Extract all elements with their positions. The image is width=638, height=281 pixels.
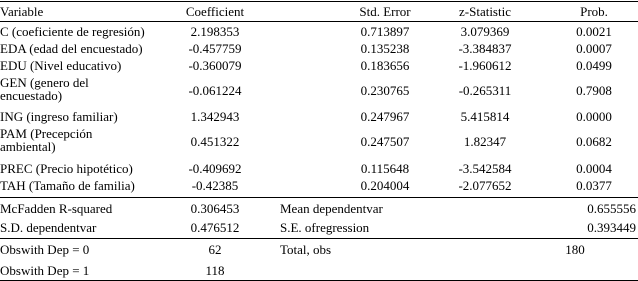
prob-value: 0.0000 xyxy=(576,109,612,124)
z-statistic-value: -2.077652 xyxy=(458,178,512,193)
prob-value: 0.0004 xyxy=(576,161,612,176)
std-error-value: 0.183656 xyxy=(360,58,410,73)
variable-name: EDU (Nivel educativo) xyxy=(0,58,122,73)
prob-value: 0.0499 xyxy=(576,58,612,73)
stats-bottom-rule xyxy=(0,238,638,239)
std-error-value: 0.115648 xyxy=(360,161,410,176)
prob-value: 0.0682 xyxy=(576,134,612,149)
obs-label: Obswith Dep = 1 xyxy=(0,263,90,278)
prob-value: 0.0377 xyxy=(576,178,612,193)
coefficients-bottom-rule xyxy=(0,197,638,198)
coefficient-value: -0.360079 xyxy=(188,58,242,73)
std-error-value: 0.204004 xyxy=(360,178,410,193)
header-z-statistic: z-Statistic xyxy=(459,4,511,19)
coefficient-value: -0.409692 xyxy=(188,161,242,176)
z-statistic-value: -0.265311 xyxy=(458,83,512,98)
stat-label: S.E. ofregression xyxy=(280,220,370,235)
prob-value: 0.7908 xyxy=(576,83,612,98)
header-bottom-rule xyxy=(0,21,638,22)
obs-value: 180 xyxy=(565,242,585,257)
z-statistic-value: 5.415814 xyxy=(460,109,510,124)
prob-value: 0.0007 xyxy=(576,41,612,56)
header-prob: Prob. xyxy=(580,4,608,19)
std-error-value: 0.247507 xyxy=(360,134,410,149)
std-error-value: 0.230765 xyxy=(360,83,410,98)
z-statistic-value: -1.960612 xyxy=(458,58,512,73)
variable-name: EDA (edad del encuestado) xyxy=(0,41,143,56)
obs-label: Total, obs xyxy=(280,242,332,257)
stat-value: 0.393449 xyxy=(587,220,636,235)
coefficient-value: 2.198353 xyxy=(190,24,240,39)
z-statistic-value: 1.82347 xyxy=(463,134,507,149)
variable-name: PAM (Precepción ambiental) xyxy=(0,126,93,154)
stat-label: S.D. dependentvar xyxy=(0,220,97,235)
z-statistic-value: -3.384837 xyxy=(458,41,512,56)
header-variable: Variable xyxy=(0,4,44,19)
variable-name: C (coeficiente de regresión) xyxy=(0,24,145,39)
std-error-value: 0.135238 xyxy=(360,41,410,56)
coefficient-value: -0.061224 xyxy=(188,83,242,98)
obs-label: Obswith Dep = 0 xyxy=(0,242,90,257)
stat-label: McFadden R-squared xyxy=(0,201,113,216)
obs-value: 62 xyxy=(208,242,222,257)
std-error-value: 0.713897 xyxy=(360,24,410,39)
variable-name: ING (ingreso familiar) xyxy=(0,109,118,124)
obs-value: 118 xyxy=(205,263,225,278)
z-statistic-value: -3.542584 xyxy=(458,161,512,176)
coefficient-value: 0.451322 xyxy=(190,134,240,149)
variable-name: TAH (Tamaño de familia) xyxy=(0,178,135,193)
coefficient-value: -0.457759 xyxy=(188,41,242,56)
std-error-value: 0.247967 xyxy=(360,109,410,124)
table-top-rule xyxy=(0,1,638,2)
header-coefficient: Coefficient xyxy=(185,4,245,19)
stat-value: 0.306453 xyxy=(190,201,240,216)
coefficient-value: -0.42385 xyxy=(191,178,239,193)
header-std-error: Std. Error xyxy=(359,4,411,19)
variable-name: PREC (Precio hipotético) xyxy=(0,161,133,176)
coefficient-value: 1.342943 xyxy=(190,109,240,124)
stat-value: 0.476512 xyxy=(190,220,240,235)
z-statistic-value: 3.079369 xyxy=(460,24,510,39)
prob-value: 0.0021 xyxy=(576,24,612,39)
stat-label: Mean dependentvar xyxy=(280,201,383,216)
stat-value: 0.655556 xyxy=(587,201,636,216)
variable-name: GEN (genero del encuestado) xyxy=(0,75,89,103)
